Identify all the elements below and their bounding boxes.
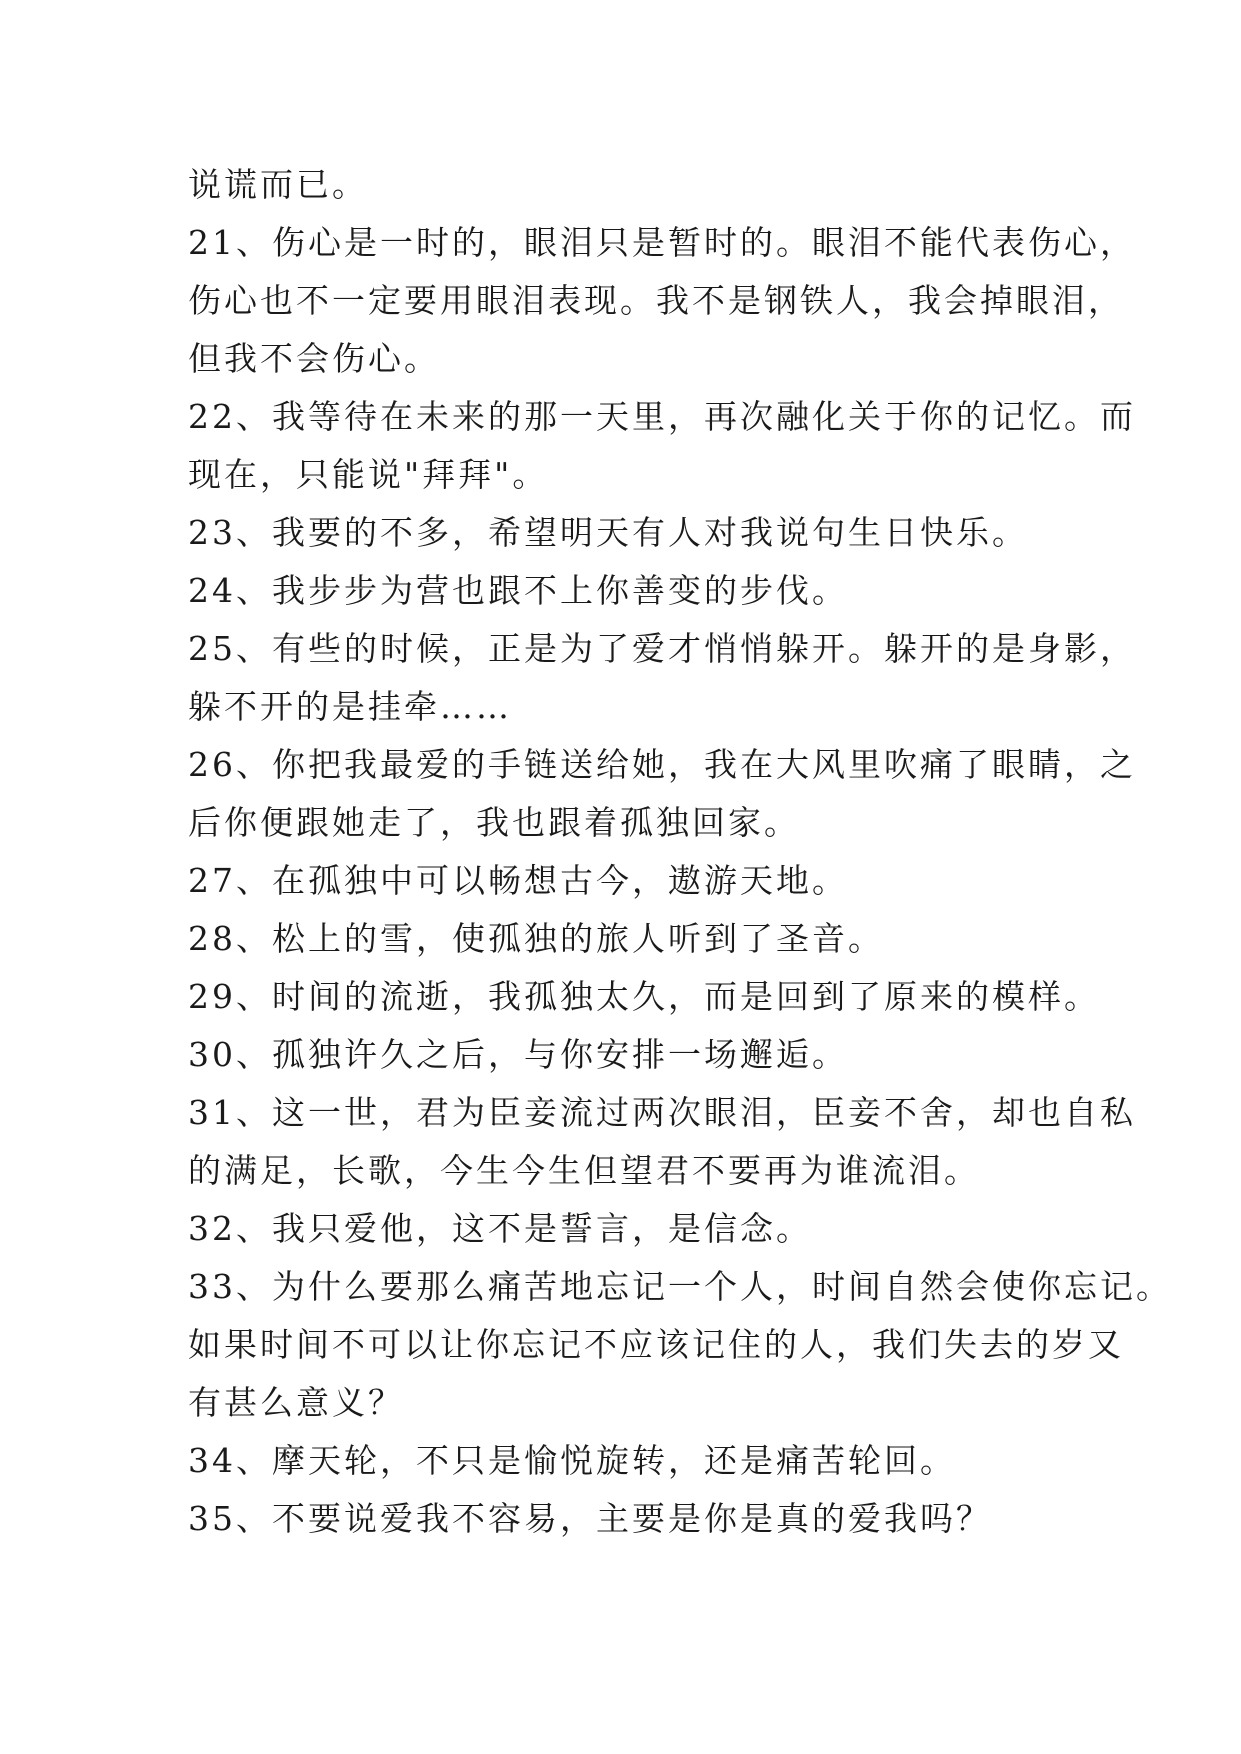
- text-line: 如果时间不可以让你忘记不应该记住的人，我们失去的岁又: [188, 1325, 1124, 1364]
- text-line: 的满足，长歌，今生今生但望君不要再为谁流泪。: [188, 1151, 980, 1190]
- text-line: 25、有些的时候，正是为了爱才悄悄躲开。躲开的是身影，: [188, 629, 1136, 668]
- text-line: 23、我要的不多，希望明天有人对我说句生日快乐。: [188, 513, 1028, 552]
- text-line: 22、我等待在未来的那一天里，再次融化关于你的记忆。而: [188, 397, 1136, 436]
- text-line: 34、摩天轮，不只是愉悦旋转，还是痛苦轮回。: [188, 1441, 956, 1480]
- text-line: 32、我只爱他，这不是誓言，是信念。: [188, 1209, 812, 1248]
- text-line: 有甚么意义？: [188, 1383, 404, 1422]
- text-line: 伤心也不一定要用眼泪表现。我不是钢铁人，我会掉眼泪，: [188, 281, 1124, 320]
- text-line: 现在，只能说"拜拜"。: [188, 455, 549, 494]
- text-line: 33、为什么要那么痛苦地忘记一个人，时间自然会使你忘记。: [188, 1267, 1172, 1306]
- text-line: 28、松上的雪，使孤独的旅人听到了圣音。: [188, 919, 884, 958]
- text-line: 躲不开的是挂牵……: [188, 687, 512, 726]
- text-line: 说谎而已。: [188, 165, 368, 204]
- text-line: 30、孤独许久之后，与你安排一场邂逅。: [188, 1035, 848, 1074]
- text-line: 24、我步步为营也跟不上你善变的步伐。: [188, 571, 848, 610]
- text-line: 35、不要说爱我不容易，主要是你是真的爱我吗？: [188, 1499, 992, 1538]
- text-line: 21、伤心是一时的，眼泪只是暂时的。眼泪不能代表伤心，: [188, 223, 1136, 262]
- text-line: 29、时间的流逝，我孤独太久，而是回到了原来的模样。: [188, 977, 1100, 1016]
- text-line: 后你便跟她走了，我也跟着孤独回家。: [188, 803, 800, 842]
- body-text: [188, 156, 1172, 1548]
- text-line: 26、你把我最爱的手链送给她，我在大风里吹痛了眼睛，之: [188, 745, 1136, 784]
- text-line: 但我不会伤心。: [188, 339, 440, 378]
- text-line: 31、这一世，君为臣妾流过两次眼泪，臣妾不舍，却也自私: [188, 1093, 1136, 1132]
- text-line: 27、在孤独中可以畅想古今，遨游天地。: [188, 861, 848, 900]
